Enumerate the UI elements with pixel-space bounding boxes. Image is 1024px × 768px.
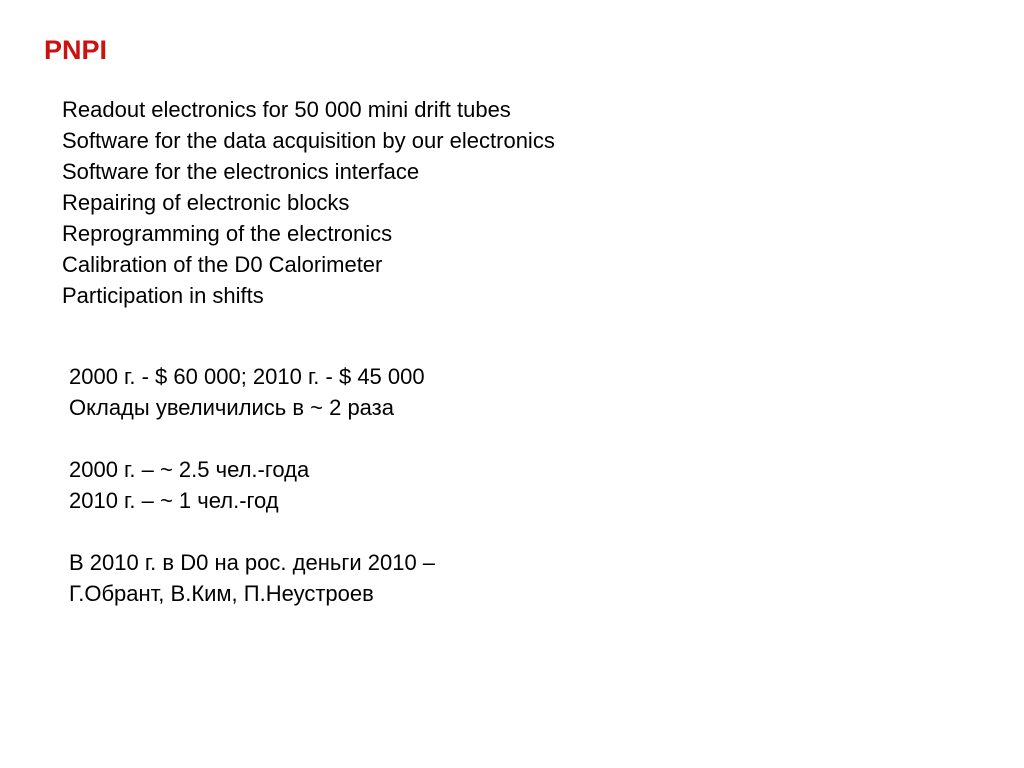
manyears-2000-note: 2000 г. – ~ 2.5 чел.-года [69,457,310,482]
salary-note: Оклады увеличились в ~ 2 раза [69,395,394,420]
d0-funding-note: В 2010 г. в D0 на рос. деньги 2010 – [69,550,436,575]
activity-item: Software for the data acquisition by our electronics [62,128,555,153]
activity-item: Software for the electronics interface [62,159,420,184]
activity-item: Calibration of the D0 Calorimeter [62,252,383,277]
activity-item: Participation in shifts [62,283,264,308]
activity-item: Readout electronics for 50 000 mini drift tubes [62,97,511,122]
activity-item: Repairing of electronic blocks [62,190,350,215]
d0-names-note: Г.Обрант, В.Ким, П.Неустроев [69,581,374,606]
spacer [69,516,435,547]
activity-item: Reprogramming of the electronics [62,221,393,246]
notes-block [69,361,435,609]
manyears-2010-note: 2010 г. – ~ 1 чел.-год [69,488,279,513]
activity-list [62,94,555,311]
spacer [69,423,435,454]
funding-note: 2000 г. - $ 60 000; 2010 г. - $ 45 000 [69,364,425,389]
slide-title: PNPI [44,35,108,65]
